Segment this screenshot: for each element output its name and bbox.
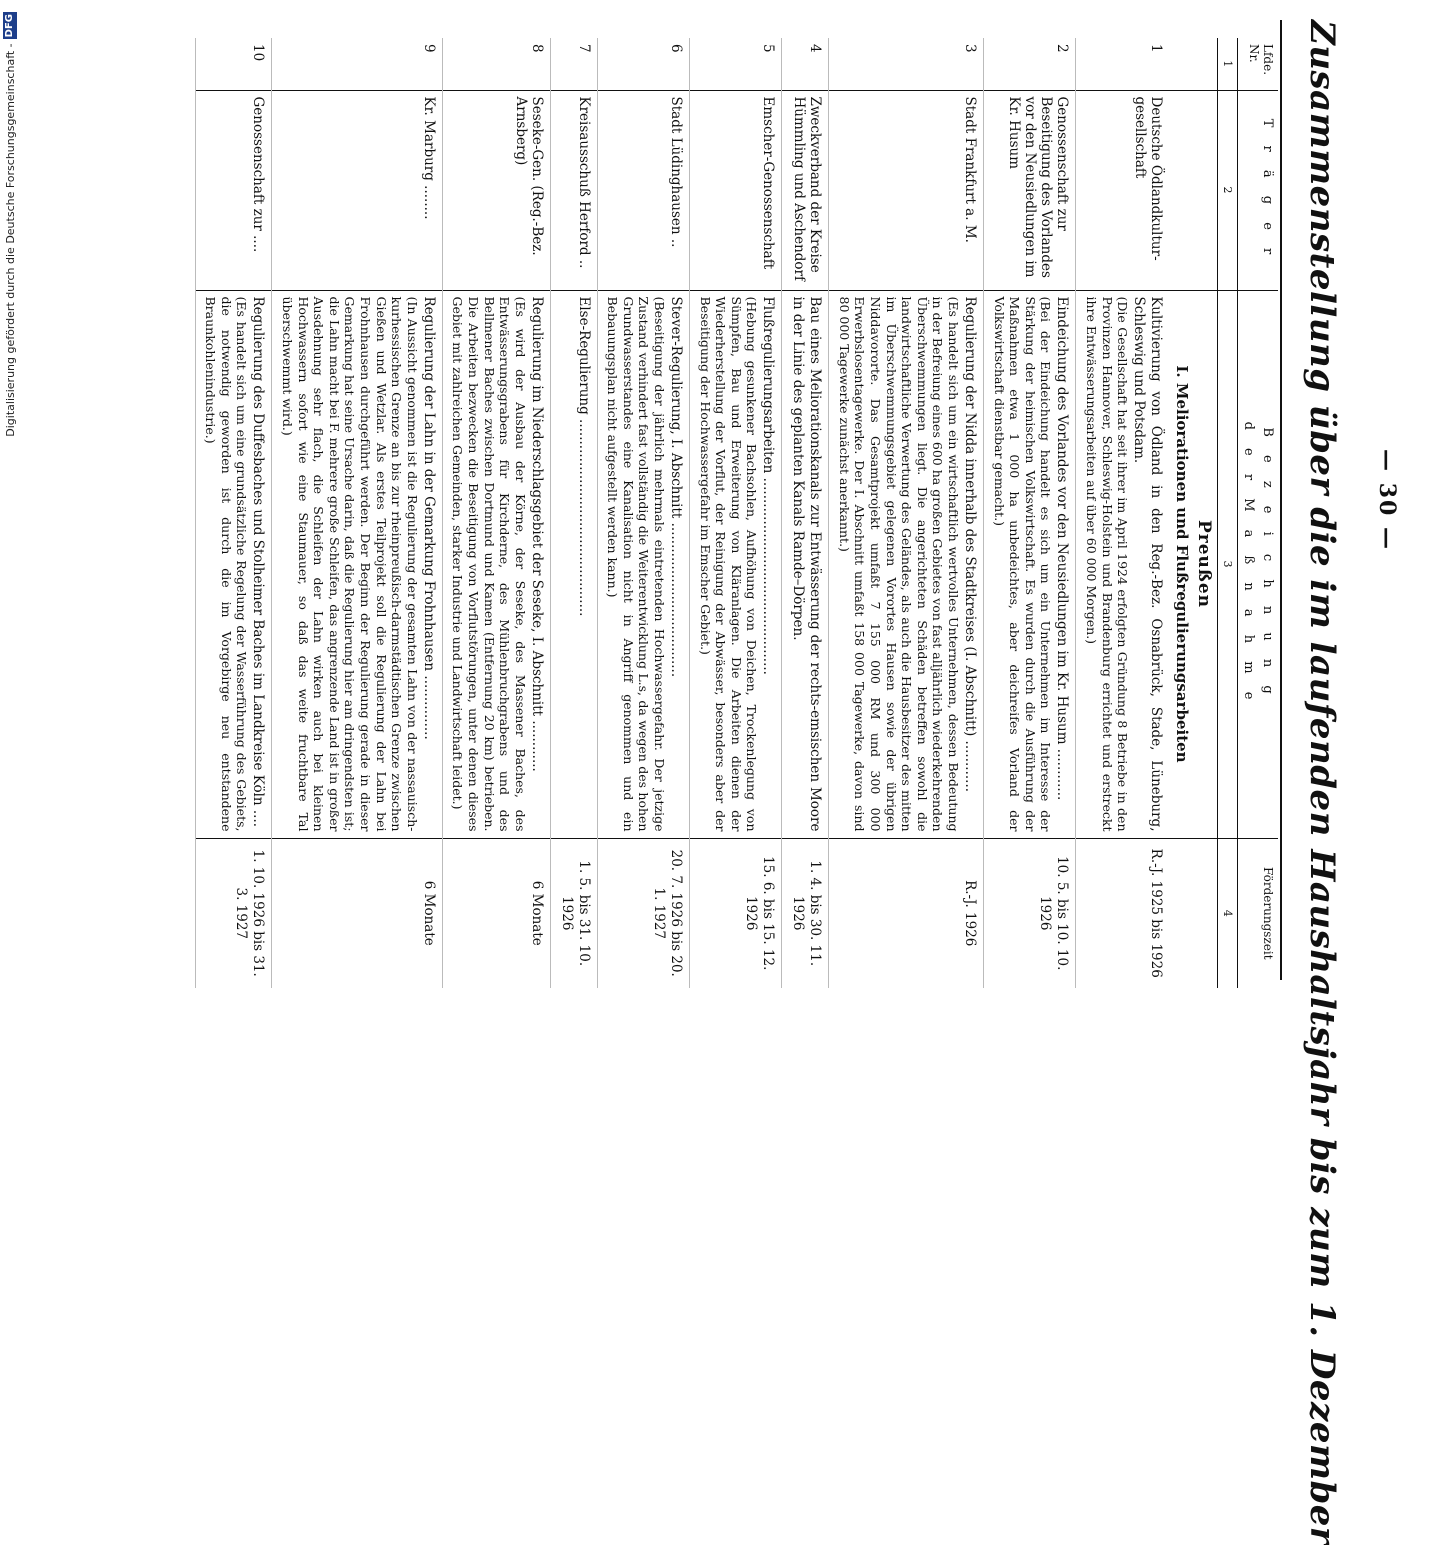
column-number: 2	[1218, 90, 1238, 290]
measure-description: Kultivierung von Ödland in den Reg.-Bez. Osnabrück, Stade, Lüneburg, Schleswig und Potsdam.	[1131, 296, 1164, 832]
table-row	[195, 38, 272, 988]
row-traeger: Kr. Marburg ........	[272, 90, 443, 290]
measure-note: (Hebung gesunkener Bachsohlen, Aufhöhung von Deichen, Trockenlegung von Sümpfen, Bau und Erweiterung von Kläranlagen. Die Arbeiten dienen der Wiederherstellung der Vorflut, der Reinigung der Abwässer, besonders aber der Beseitigung der Hochwassergefahr im Emscher Gebiet.)	[697, 296, 760, 832]
row-number: 5	[690, 38, 782, 90]
row-number: 8	[442, 38, 550, 90]
row-traeger: Stadt Lüdinghausen ..	[597, 90, 689, 290]
table-row	[782, 38, 829, 988]
section-heading-row	[1169, 38, 1218, 988]
row-bezeichnung	[782, 290, 829, 838]
row-traeger: Kreisausschuß Herford ..	[550, 90, 597, 290]
row-bezeichnung	[195, 290, 272, 838]
header-bezeichnung	[1238, 290, 1279, 838]
row-foerderungszeit: 1. 10. 1926 bis 31. 3. 1927	[195, 838, 272, 988]
table-row	[829, 38, 984, 988]
table-row	[442, 38, 550, 988]
measure-description: Else-Regulierung ..............................................	[575, 296, 592, 617]
row-bezeichnung	[1076, 290, 1169, 838]
measure-description: Regulierung des Duffesbaches und Stolheimer Baches im Landkreise Köln ....	[250, 296, 267, 828]
row-foerderungszeit: 6 Monate	[272, 838, 443, 988]
measure-description: Regulierung im Niederschlagsgebiet der Seseke, I. Abschnitt ............	[528, 296, 545, 772]
row-traeger: Genossenschaft zur ....	[195, 90, 272, 290]
digitization-credit	[2, 12, 18, 1000]
row-bezeichnung	[690, 290, 782, 838]
credit-text: Digitalisierung gefördert durch die Deutsche Forschungsgemeinschaft -	[3, 43, 17, 437]
dfg-logo: DFG	[4, 14, 15, 38]
measure-note: (Es wird der Ausbau der Körne, der Seseke, des Massener Baches, des Entwässerungsgrabens für Kirchderne, des Mühlenbruchgrabens und des Bellmener Baches zwischen Dortmund und Kamen (Entfernung 20 km) betrieben. Die Arbeiten bezwecken die Beseitigung von Vorflutstörungen, unter denen dieses Gebiet mit zahlreichen Gemeinden, starker Industrie und Landwirtschaft leidet.)	[450, 296, 528, 832]
page-number: — 30 —	[1374, 449, 1400, 551]
row-number: 3	[829, 38, 984, 90]
row-foerderungszeit: 1. 4. bis 30. 11. 1926	[782, 838, 829, 988]
measure-note: (In Aussicht genommen ist die Regulierung der gesamten Lahn von der nassauisch-kurhessischen Grenze an bis zur rheinpreußisch-darmstädtischen Grenze zwischen Gießen und Wetzlar. Als erstes Teilprojekt soll die Regulierung der Lahn bei Frohnhausen durchgeführt werden. Der Beginn der Regulierung gerade in dieser Gemarkung hat seine Ursache darin, daß die Regulierung hier am dringendsten ist; die Lahn macht bei F. mehrere große Schleifen, das angrenzende Land ist in großer Ausdehnung sehr flach, die Schleifen der Lahn wirken auch bei kleinen Hochwassern sofort wie eine Staumauer, so daß das weite fruchtbare Tal überschwemmt wird.)	[280, 296, 420, 832]
header-lfde-nr: Lfde. Nr.	[1238, 38, 1279, 90]
table-row	[272, 38, 443, 988]
measure-description: Stever-Regulierung, I. Abschnitt ....................................	[668, 296, 684, 678]
row-number: 9	[272, 38, 443, 90]
measure-description: Regulierung der Nidda innerhalb des Stadtkreises (I. Abschnitt) ............	[962, 296, 978, 793]
row-traeger: Zweckverband der Kreise Hümmling und Aschendorf	[782, 90, 829, 290]
row-bezeichnung	[829, 290, 984, 838]
header-bezeichnung-line2: d e r M a ß n a h m e	[1241, 421, 1256, 707]
measure-note: (Es handelt sich um ein wirtschaftlich wertvolles Unternehmen, dessen Bedeutung in der Befreiung eines 600 ha großen Gebietes von fast alljährlich wiederkehrenden Überschwemmungen liegt. Die angerichteten Schäden betreffen sowohl die landwirtschaftliche Verwertung des Geländes, als auch die Hausbesitzer des mitten im Überschwemmungsgebiet gelegenen Vorortes Hausen sowie der übrigen Niddavororte. Das Gesamtprojekt umfaßt 7 155 000 RM und 300 000 Erwerbslosentagewerke. Der I. Abschnitt umfaßt 158 000 Tagewerke, davon sind 80 000 Tagewerke zunächst anerkannt.)	[836, 296, 962, 832]
table-row	[597, 38, 689, 988]
measure-note: (Die Gesellschaft hat seit ihrer im April 1924 erfolgten Gründung 8 Betriebe in den Provinzen Hannover, Schleswig-Holstein und Brandenburg errichtet und erstreckt ihre Entwässerungsarbeiten auf über 60 000 Morgen.)	[1084, 296, 1131, 832]
column-number: 1	[1218, 38, 1238, 90]
row-number: 4	[782, 38, 829, 90]
measure-description: Eindeichung des Vorlandes vor den Neusiedlungen im Kr. Husum ............	[1054, 296, 1071, 801]
row-number: 10	[195, 38, 272, 90]
column-number-row	[1218, 38, 1238, 988]
row-number: 6	[597, 38, 689, 90]
row-bezeichnung	[442, 290, 550, 838]
table-row	[1076, 38, 1169, 988]
measure-note: (Es handelt sich um eine grundsätzliche Regelung der Wasserführung des Gebiets, die notwendig geworden ist durch die im Vorgebirge neu entstandene Braunkohlenindustrie.)	[203, 296, 250, 832]
table-row	[690, 38, 782, 988]
measures-table	[195, 38, 1278, 988]
table-row	[550, 38, 597, 988]
measure-description: Regulierung der Lahn in der Gemarkung Frohnhausen ...............	[420, 296, 437, 740]
table-header-row	[1238, 38, 1279, 988]
row-foerderungszeit: 6 Monate	[442, 838, 550, 988]
column-number: 4	[1218, 838, 1238, 988]
measure-note: (Bei der Eindeichung handelt es sich um ein Unternehmen im Interesse der Stärkung der heimischen Volkswirtschaft. Es wurden durch die Ausführung der Maßnahmen etwa 1 000 ha unbedeichtes, aber deichreifes Vorland der Volkswirtschaft dienstbar gemacht.)	[991, 296, 1054, 832]
column-number: 3	[1218, 290, 1238, 838]
row-bezeichnung	[272, 290, 443, 838]
section-state: Preußen	[1194, 519, 1214, 608]
row-foerderungszeit: 10. 5. bis 10. 10. 1926	[984, 838, 1076, 988]
row-bezeichnung	[597, 290, 689, 838]
row-bezeichnung	[984, 290, 1076, 838]
row-traeger: Genossenschaft zur Beseitigung des Vorlandes vor den Neusiedlungen im Kr. Husum	[984, 90, 1076, 290]
section-subheading: I. Meliorationen und Flußregulierungsarbeiten	[1172, 365, 1191, 763]
row-number: 2	[984, 38, 1076, 90]
row-foerderungszeit: R.-J. 1926	[829, 838, 984, 988]
measure-description: Bau eines Meliorationskanals zur Entwässerung der rechts-emsischen Moore in der Linie des geplanten Kanals Ramde–Dörpen.	[790, 296, 824, 832]
row-traeger: Seseke-Gen. (Reg.-Bez. Arnsberg)	[442, 90, 550, 290]
row-foerderungszeit: 1. 5. bis 31. 10. 1926	[550, 838, 597, 988]
row-number: 7	[550, 38, 597, 90]
title-rule	[1280, 20, 1282, 980]
row-traeger: Stadt Frankfurt a. M.	[829, 90, 984, 290]
row-bezeichnung	[550, 290, 597, 838]
row-foerderungszeit: 20. 7. 1926 bis 20. 1. 1927	[597, 838, 689, 988]
row-traeger: Emscher-Genossenschaft	[690, 90, 782, 290]
row-traeger: Deutsche Ödlandkultur-gesellschaft	[1076, 90, 1169, 290]
table-row	[984, 38, 1076, 988]
header-foerderungszeit: Förderungszeit	[1238, 838, 1279, 988]
measure-description: Flußregulierungsarbeiten ..............................................	[760, 296, 777, 675]
measure-note: (Beseitigung der jährlich mehrmals eintretenden Hochwassergefahr. Der jetzige Zustand verhindert fast vollständig die Weiterentwicklung L.s, da wegen des hohen Grundwasserstandes eine Kanalisation nicht in Angriff genommen und ein Bebauungsplan nicht aufgestellt werden kann.)	[605, 296, 668, 832]
header-bezeichnung-line1: B e z e i c h n u n g	[1260, 427, 1275, 701]
header-traeger: T r ä g e r	[1238, 90, 1279, 290]
row-foerderungszeit: R.-J. 1925 bis 1926	[1076, 838, 1169, 988]
row-number: 1	[1076, 38, 1169, 90]
page-title: Zusammenstellung über die im laufenden Haushaltsjahr bis zum 1. Dezember	[1302, 20, 1342, 1545]
row-foerderungszeit: 15. 6. bis 15. 12. 1926	[690, 838, 782, 988]
